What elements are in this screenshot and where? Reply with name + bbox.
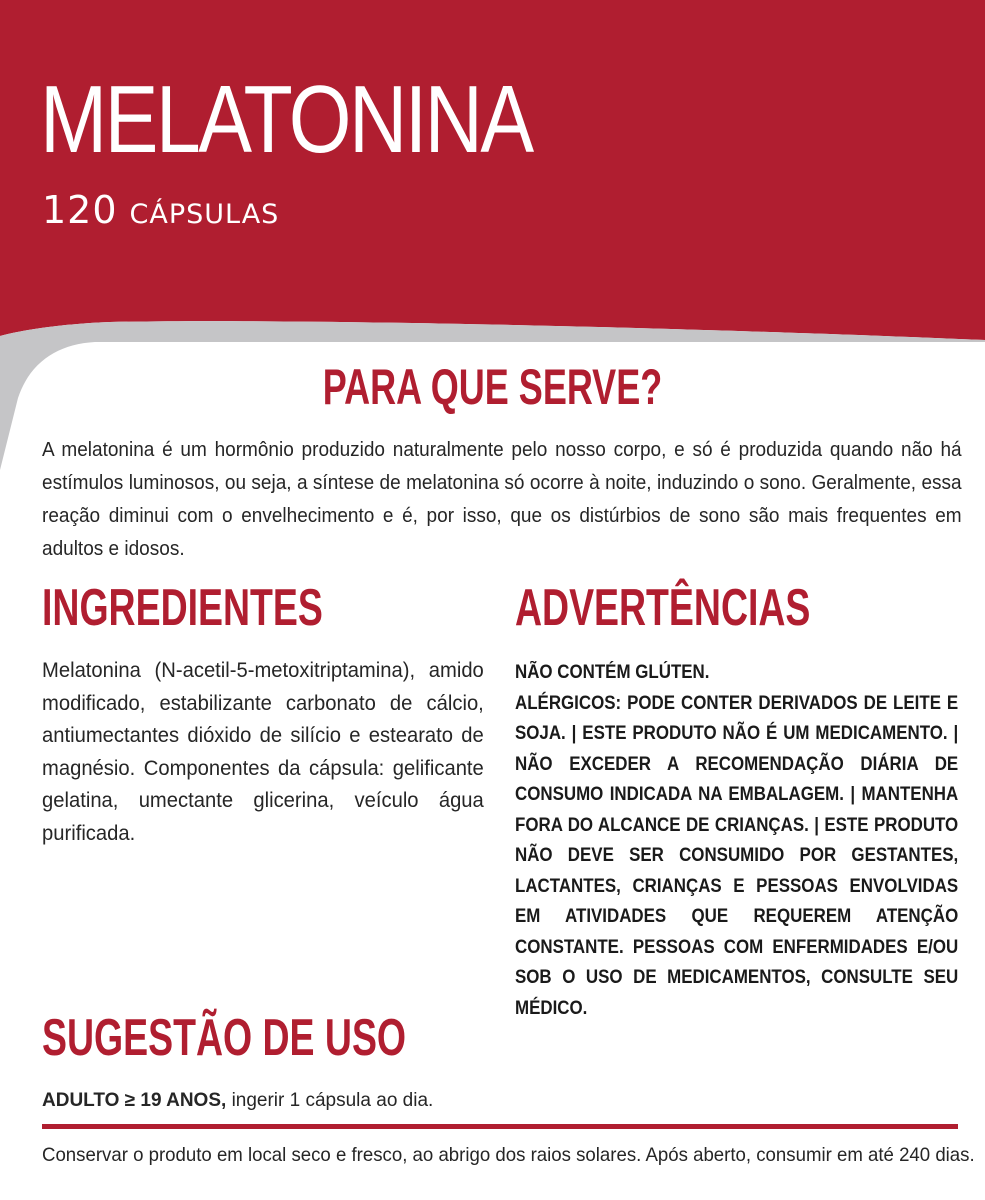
storage-text: Conservar o produto em local seco e fresco, ao abrigo dos raios solares. Após aberto, consumir em até 240 dias. [42,1144,975,1166]
usage-title: SUGESTÃO DE USO [42,1009,407,1067]
product-name: MELATONINA [40,66,532,173]
ingredients-text: Melatonina (N-acetil-5-metoxitriptamina), amido modificado, estabilizante carbonato de cálcio, antiumectantes dióxido de silício e estearato de magnésio. Componentes da cápsula: gelificante gelatina, umectante glicerina, veículo água purificada. [42,658,484,845]
warnings-text-block [515,658,958,1024]
gluten-free-notice: NÃO CONTÉM GLÚTEN. [515,662,710,683]
warnings-title: ADVERTÊNCIAS [515,579,811,637]
purpose-title: PARA QUE SERVE? [322,359,663,415]
usage-instruction: ingerir 1 cápsula ao dia. [231,1090,434,1111]
quantity-number: 120 [42,188,118,232]
divider-line [42,1124,958,1129]
ingredients-title: INGREDIENTES [42,579,323,637]
usage-line [42,1086,433,1116]
usage-audience: ADULTO ≥ 19 ANOS, [42,1090,227,1111]
purpose-text: A melatonina é um hormônio produzido naturalmente pelo nosso corpo, e só é produzida quando não há estímulos luminosos, ou seja, a síntese de melatonina só ocorre à noite, induzindo o sono. Geralmente, essa reação diminui com o envelhecimento e é, por isso, que os distúrbios de sono são mais frequentes em adultos e idosos. [42,439,962,560]
header-background [0,0,985,360]
warnings-text: ALÉRGICOS: PODE CONTER DERIVADOS DE LEITE E SOJA. | ESTE PRODUTO NÃO É UM MEDICAMENTO. | NÃO EXCEDER A RECOMENDAÇÃO DIÁRIA DE CONSUMO INDICADA NA EMBALAGEM. | MANTENHA FORA DO ALCANCE DE CRIANÇAS. | ESTE PRODUTO NÃO DEVE SER CONSUMIDO POR GESTANTES, LACTANTES, CRIANÇAS E PESSOAS ENVOLVIDAS EM ATIVIDADES QUE REQUEREM ATENÇÃO CONSTANTE. PESSOAS COM ENFERMIDADES E/OU SOB O USO DE MEDICAMENTOS, CONSULTE SEU MÉDICO. [515,692,959,1019]
quantity-unit: CÁPSULAS [129,199,280,230]
product-quantity [42,188,279,232]
